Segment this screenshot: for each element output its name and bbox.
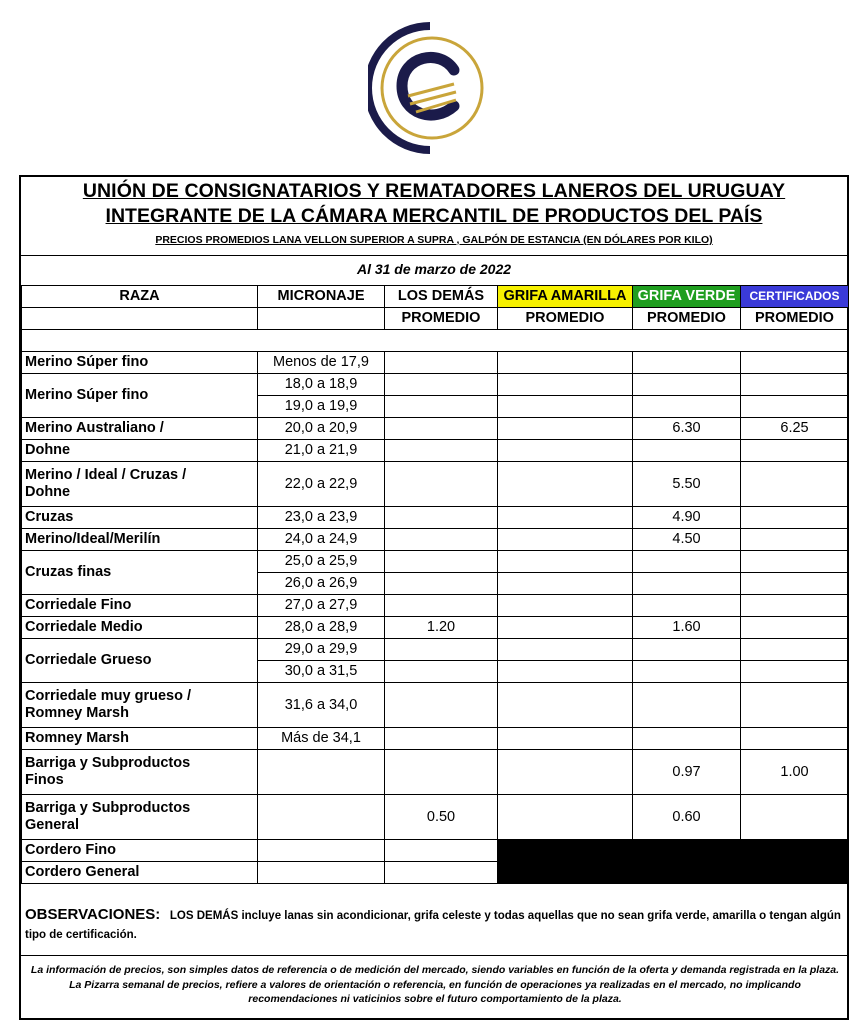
observations-label: OBSERVACIONES: [25,906,161,923]
table-row [22,551,849,573]
grifa-verde-value: 1.60 [633,617,741,639]
raza-cell: Corriedale Fino [22,595,258,617]
raza-cell: Corriedale muy grueso / Romney Marsh [22,683,258,728]
raza-cell: Cruzas finas [22,551,258,595]
table-row [22,440,849,462]
table-row [22,840,849,862]
grifa-verde-value: 0.97 [633,750,741,795]
table-row [22,529,849,551]
table-row [22,683,849,728]
certificados-value: 6.25 [741,418,849,440]
organization-logo [368,18,493,158]
raza-cell: Barriga y Subproductos Finos [22,750,258,795]
table-row [22,462,849,507]
micronaje-cell: 22,0 a 22,9 [258,462,385,507]
raza-cell: Cruzas [22,507,258,529]
disclaimer: La información de precios, son simples datos de referencia o de medición del mercado, siendo variables en función de la oferta y demanda registrada en la plaza. La Pizarra semanal de precios, refiere a valores de orientación o referencia, en función de operaciones ya realizadas en el mercado, no implicando recomendaciones ni vaticinios sobre el futuro comportamiento de la plaza. [30,964,840,1005]
table-row [22,639,849,661]
micronaje-cell: 28,0 a 28,9 [258,617,385,639]
micronaje-cell: 23,0 a 23,9 [258,507,385,529]
col-raza: RAZA [22,286,258,308]
divider [21,955,847,956]
promedio-label: PROMEDIO [633,308,741,330]
col-grifa-amarilla: GRIFA AMARILLA [498,286,633,308]
table-row [22,374,849,396]
micronaje-cell: 31,6 a 34,0 [258,683,385,728]
promedio-label: PROMEDIO [385,308,498,330]
table-row [22,352,849,374]
micronaje-cell: 24,0 a 24,9 [258,529,385,551]
divider [21,255,847,256]
micronaje-cell: 29,0 a 29,9 [258,639,385,661]
micronaje-cell: 26,0 a 26,9 [258,573,385,595]
grifa-verde-value: 0.60 [633,795,741,840]
micronaje-cell: 19,0 a 19,9 [258,396,385,418]
micronaje-cell: Menos de 17,9 [258,352,385,374]
micronaje-cell: Más de 34,1 [258,728,385,750]
col-micronaje: MICRONAJE [258,286,385,308]
table-row [22,728,849,750]
table-row [22,795,849,840]
micronaje-cell: 21,0 a 21,9 [258,440,385,462]
raza-cell: Cordero General [22,862,258,884]
price-board [19,175,849,1020]
grifa-verde-value: 5.50 [633,462,741,507]
raza-cell: Corriedale Medio [22,617,258,639]
title-line-1: UNIÓN DE CONSIGNATARIOS Y REMATADORES LANEROS DEL URUGUAY [82,180,786,202]
raza-cell: Corriedale Grueso [22,639,258,683]
title-line-2: INTEGRANTE DE LA CÁMARA MERCANTIL DE PRODUCTOS DEL PAÍS [105,205,763,227]
raza-cell: Dohne [22,440,258,462]
grifa-verde-value: 6.30 [633,418,741,440]
col-certificados: CERTIFICADOS [741,286,849,308]
table-row [22,418,849,440]
micronaje-cell: 18,0 a 18,9 [258,374,385,396]
raza-cell: Merino / Ideal / Cruzas / Dohne [22,462,258,507]
col-los-demas: LOS DEMÁS [385,286,498,308]
raza-cell: Cordero Fino [22,840,258,862]
micronaje-cell: 30,0 a 31,5 [258,661,385,683]
price-table [21,285,849,884]
los-demas-value: 1.20 [385,617,498,639]
table-row [22,750,849,795]
table-row [22,507,849,529]
raza-cell: Merino Súper fino [22,352,258,374]
subtitle: PRECIOS PROMEDIOS LANA VELLON SUPERIOR A SUPRA , GALPÓN DE ESTANCIA (EN DÓLARES POR KILO) [155,234,713,246]
grifa-verde-value: 4.50 [633,529,741,551]
grifa-verde-value: 4.90 [633,507,741,529]
micronaje-cell: 25,0 a 25,9 [258,551,385,573]
promedio-label: PROMEDIO [498,308,633,330]
raza-cell: Merino Súper fino [22,374,258,418]
column-header-row [22,286,849,308]
observations-text: LOS DEMÁS incluye lanas sin acondicionar, grifa celeste y todas aquellas que no sean grifa verde, amarilla o tengan algún tipo de certificación. [25,910,841,941]
report-date: Al 31 de marzo de 2022 [356,261,512,277]
table-row [22,595,849,617]
col-grifa-verde: GRIFA VERDE [633,286,741,308]
micronaje-cell: 20,0 a 20,9 [258,418,385,440]
observations [25,905,845,945]
los-demas-value: 0.50 [385,795,498,840]
micronaje-cell: 27,0 a 27,9 [258,595,385,617]
raza-cell: Merino/Ideal/Merilín [22,529,258,551]
promedio-label: PROMEDIO [741,308,849,330]
raza-cell: Barriga y Subproductos General [22,795,258,840]
raza-cell: Merino Australiano / [22,418,258,440]
raza-cell: Romney Marsh [22,728,258,750]
promedio-row [22,308,849,330]
blacked-out-block [498,840,849,884]
table-row [22,617,849,639]
certificados-value: 1.00 [741,750,849,795]
